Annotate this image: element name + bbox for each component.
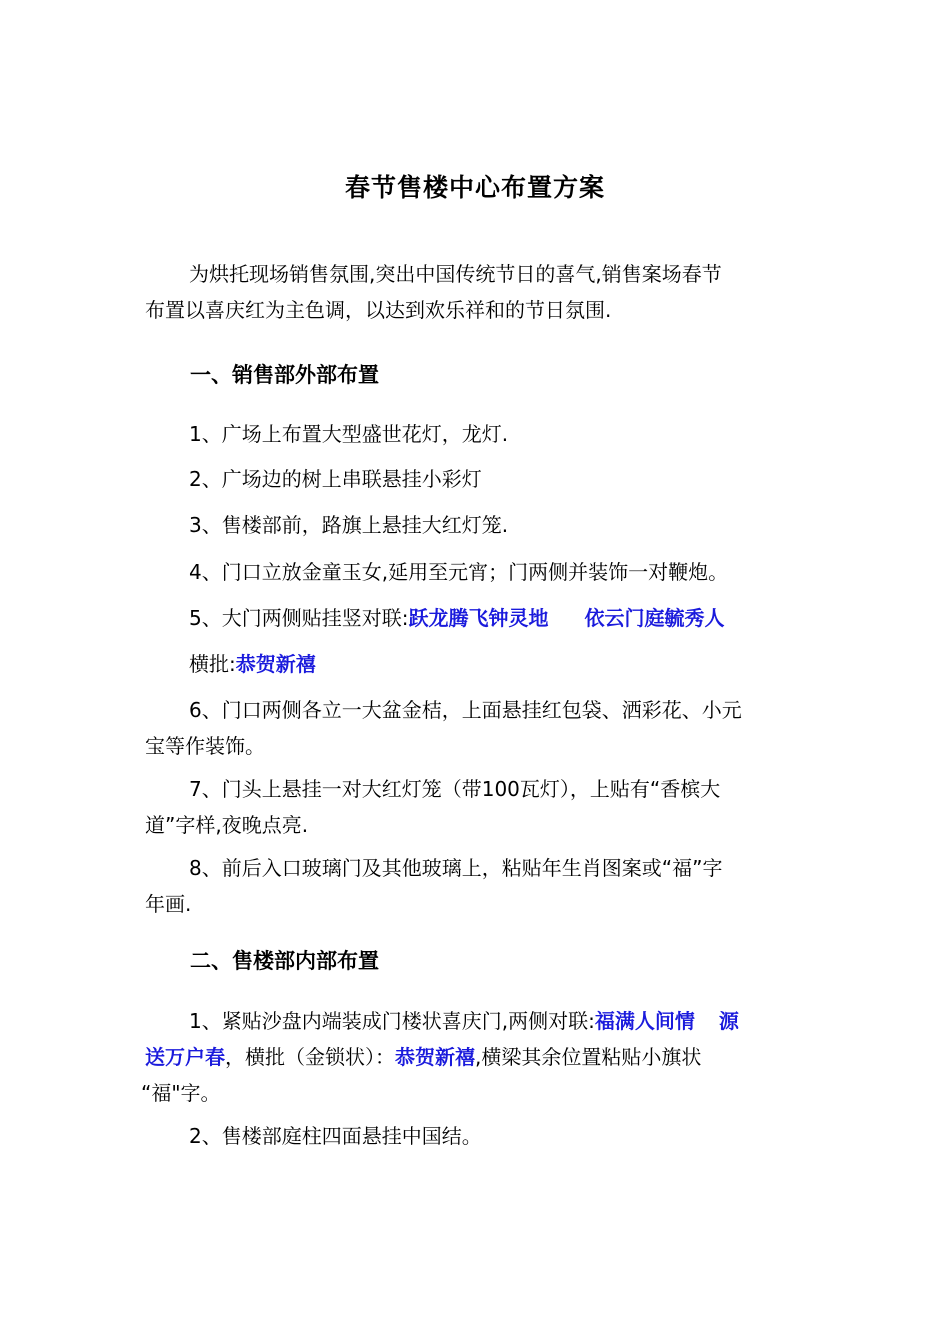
item-7-line-2: 道”字样,夜晚点亮. — [145, 813, 309, 837]
section-1-item-6 — [145, 692, 805, 764]
item-8-line-2: 年画. — [145, 892, 192, 916]
intro-line-2: 布置以喜庆红为主色调，以达到欢乐祥和的节日氛围. — [145, 298, 612, 322]
s2-item-1-line-3: “福"字。 — [141, 1081, 221, 1105]
section-1-heading: 一、销售部外部布置 — [190, 363, 379, 387]
s2-item-1-mid: ，横批（金锁状）： — [225, 1045, 395, 1069]
item-6-line-2: 宝等作装饰。 — [145, 734, 265, 758]
couplet-right: 依云门庭毓秀人 — [584, 606, 725, 630]
item-5-prefix: 5、大门两侧贴挂竖对联: — [189, 606, 409, 630]
item-7-line-1: 7、门头上悬挂一对大红灯笼（带100瓦灯），上贴有“香槟大 — [189, 777, 721, 801]
intro-paragraph — [145, 256, 805, 328]
s2-horizontal-scroll: 恭贺新禧 — [395, 1045, 475, 1069]
page-title: 春节售楼中心布置方案 — [344, 173, 605, 202]
section-1-item-3: 3、售楼部前，路旗上悬挂大红灯笼. — [189, 513, 509, 537]
section-1-item-5 — [145, 600, 805, 636]
s2-couplet-a: 福满人间情 — [594, 1009, 695, 1033]
couplet-left: 跃龙腾飞钟灵地 — [408, 606, 549, 630]
s2-couplet-b-end: 送万户春 — [145, 1045, 225, 1069]
section-2-heading: 二、售楼部内部布置 — [190, 949, 379, 973]
horizontal-scroll: 恭贺新禧 — [235, 652, 316, 676]
section-2-item-2: 2、售楼部庭柱四面悬挂中国结。 — [189, 1124, 482, 1148]
s2-item-1-line-2 — [101, 1039, 701, 1075]
section-1-item-7 — [145, 771, 805, 843]
intro-line-1: 为烘托现场销售氛围,突出中国传统节日的喜气,销售案场春节 — [189, 262, 722, 286]
section-1-item-8 — [145, 850, 805, 922]
section-1-item-4: 4、门口立放金童玉女,延用至元宵；门两侧并装饰一对鞭炮。 — [189, 560, 729, 584]
section-1-item-5-horizontal — [145, 646, 805, 682]
s2-item-1-prefix: 1、紧贴沙盘内端装成门楼状喜庆门,两侧对联: — [189, 1009, 595, 1033]
section-1-item-2: 2、广场边的树上串联悬挂小彩灯 — [189, 467, 482, 491]
item-8-line-1: 8、前后入口玻璃门及其他玻璃上，粘贴年生肖图案或“福”字 — [189, 856, 723, 880]
horizontal-prefix: 横批: — [189, 652, 236, 676]
section-2-item-1 — [141, 1003, 805, 1111]
s2-couplet-b-start: 源 — [718, 1009, 739, 1033]
item-6-line-1: 6、门口两侧各立一大盆金桔，上面悬挂红包袋、洒彩花、小元 — [189, 698, 742, 722]
s2-item-1-suffix: ,横梁其余位置粘贴小旗状 — [475, 1045, 702, 1069]
section-1-item-1: 1、广场上布置大型盛世花灯，龙灯. — [189, 422, 509, 446]
